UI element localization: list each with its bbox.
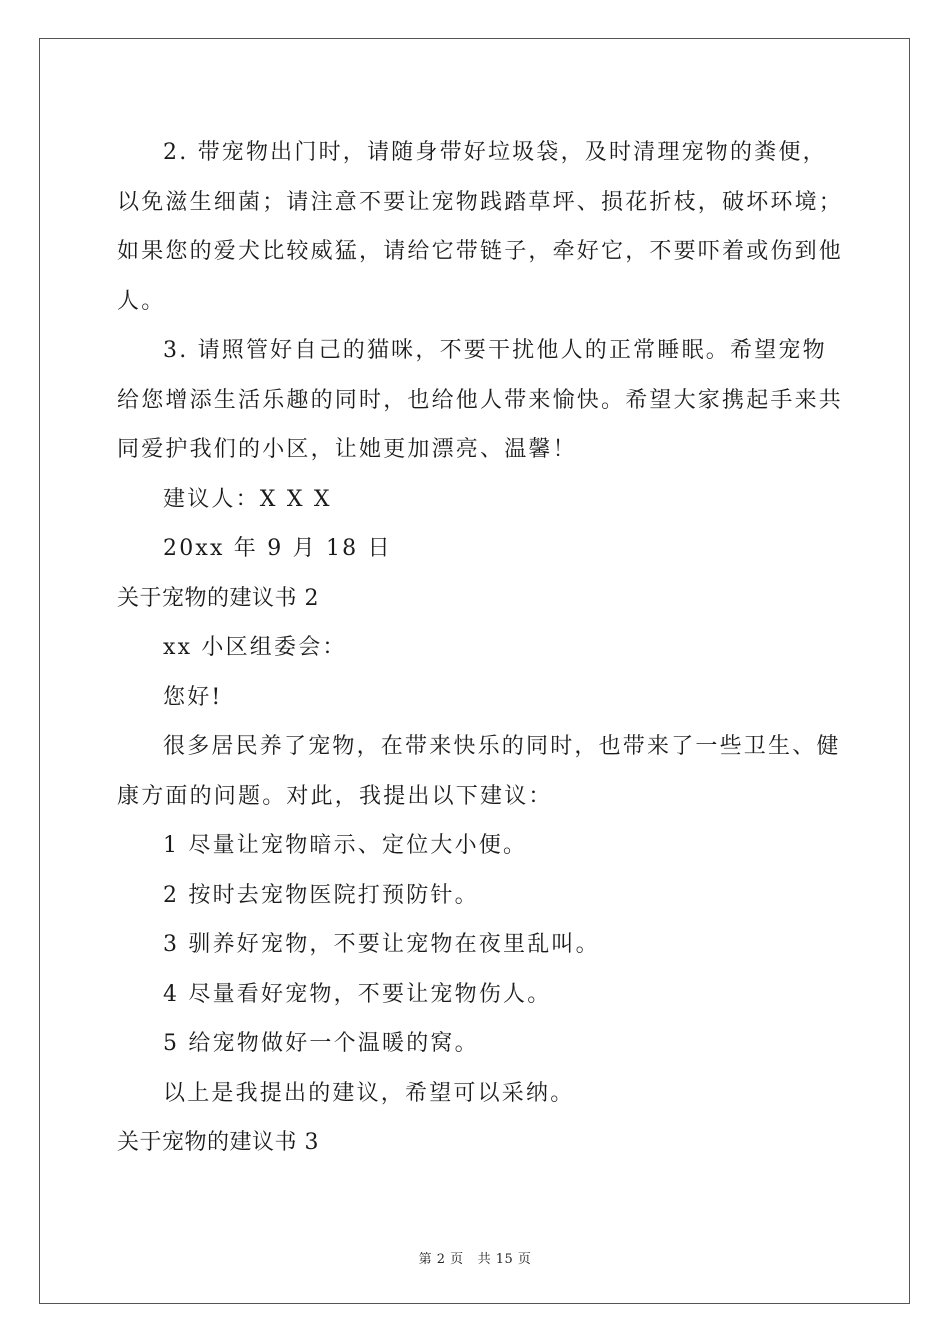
section-heading: 关于宠物的建议书 3	[117, 1130, 319, 1155]
suggestion-item: 4 尽量看好宠物，不要让宠物伤人。	[163, 981, 552, 1007]
recipient-line: xx 小区组委会：	[163, 635, 347, 660]
signer-line: 建议人：X X X	[163, 486, 332, 512]
paragraph-line: 3. 请照管好自己的猫咪，不要干扰他人的正常睡眠。希望宠物	[163, 338, 827, 363]
date-line: 20xx 年 9 月 18 日	[163, 536, 392, 561]
page-number: 第 2 页	[418, 1252, 464, 1267]
paragraph-line: 给您增添生活乐趣的同时，也给他人带来愉快。希望大家携起手来共	[117, 387, 844, 413]
suggestion-item: 5 给宠物做好一个温暖的窝。	[163, 1031, 479, 1056]
suggestion-item: 3 驯养好宠物，不要让宠物在夜里乱叫。	[163, 932, 600, 957]
page-total: 共 15 页	[477, 1252, 532, 1267]
suggestion-item: 1 尽量让宠物暗示、定位大小便。	[163, 833, 528, 858]
closing-line: 以上是我提出的建议，希望可以采纳。	[163, 1080, 575, 1106]
paragraph-line: 2. 带宠物出门时，请随身带好垃圾袋，及时清理宠物的粪便，	[163, 140, 827, 165]
paragraph-line: 很多居民养了宠物，在带来快乐的同时，也带来了一些卫生、健	[163, 734, 841, 759]
paragraph-line: 康方面的问题。对此，我提出以下建议：	[117, 783, 553, 809]
paragraph-line: 以免滋生细菌；请注意不要让宠物践踏草坪、损花折枝，破坏环境；	[117, 189, 844, 215]
suggestion-item: 2 按时去宠物医院打预防针。	[163, 882, 479, 908]
paragraph-line: 人。	[117, 288, 166, 314]
greeting-line: 您好!	[163, 684, 223, 710]
document-body	[117, 128, 844, 1168]
section-heading: 关于宠物的建议书 2	[117, 585, 319, 611]
page-footer	[0, 1248, 950, 1267]
paragraph-line: 同爱护我们的小区，让她更加漂亮、温馨！	[117, 437, 577, 462]
paragraph-line: 如果您的爱犬比较威猛，请给它带链子，牵好它，不要吓着或伤到他	[117, 239, 844, 264]
